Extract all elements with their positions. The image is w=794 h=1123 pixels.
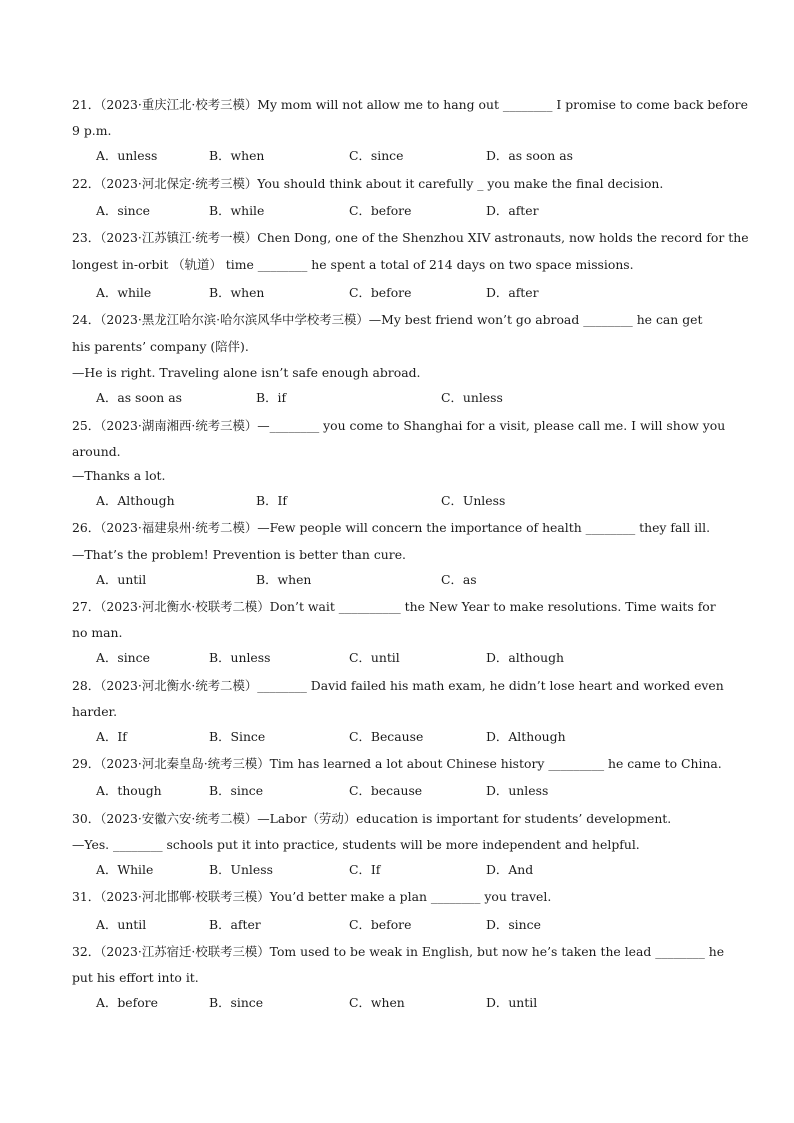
option-a: A．unless bbox=[96, 148, 158, 163]
question-stem: 23．（2023·江苏镇江·统考一模）Chen Dong, one of the Shenzhou XIV astronauts, now holds the record for the bbox=[72, 230, 749, 245]
option-a: A．while bbox=[96, 285, 152, 300]
option-d: D．unless bbox=[486, 783, 549, 798]
question-text-line: longest in-orbit （轨道） time ________ he spent a total of 214 days on two space missions. bbox=[72, 257, 634, 272]
option-b: B．Unless bbox=[209, 862, 273, 877]
option-b: B．if bbox=[256, 390, 287, 405]
option-d: D．Although bbox=[486, 729, 566, 744]
option-a: A．since bbox=[96, 203, 150, 218]
option-a: A．though bbox=[96, 783, 162, 798]
question-stem: 30．（2023·安徽六安·统考二模）—Labor（劳动）education is important for students’ development. bbox=[72, 811, 672, 826]
option-d: D．as soon as bbox=[486, 148, 573, 163]
option-b: B．while bbox=[209, 203, 265, 218]
option-b: B．since bbox=[209, 783, 264, 798]
option-b: B．when bbox=[209, 148, 265, 163]
question-text-line: put his effort into it. bbox=[72, 970, 199, 985]
option-c: C．when bbox=[349, 995, 405, 1010]
option-a: A．While bbox=[96, 862, 154, 877]
option-b: B．since bbox=[209, 995, 264, 1010]
question-stem: 29．（2023·河北秦皇岛·统考三模）Tim has learned a lot about Chinese history _________ he came to China. bbox=[72, 756, 722, 771]
option-c: C．until bbox=[349, 650, 400, 665]
option-b: B．unless bbox=[209, 650, 271, 665]
option-a: A．since bbox=[96, 650, 150, 665]
question-text-line: —Yes. ________ schools put it into practice, students will be more independent and helpful. bbox=[72, 837, 640, 852]
option-d: D．since bbox=[486, 917, 541, 932]
question-text-line: —He is right. Traveling alone isn’t safe enough abroad. bbox=[72, 365, 421, 380]
option-a: A．until bbox=[96, 917, 147, 932]
option-a: A．Although bbox=[96, 493, 175, 508]
question-text-line: harder. bbox=[72, 704, 118, 719]
option-b: B．when bbox=[256, 572, 312, 587]
question-text-line: —Thanks a lot. bbox=[72, 468, 166, 483]
question-stem: 22．（2023·河北保定·统考三模）You should think about it carefully _ you make the final decision. bbox=[72, 176, 664, 191]
option-a: A．until bbox=[96, 572, 147, 587]
question-stem: 25．（2023·湖南湘西·统考三模）—________ you come to Shanghai for a visit, please call me. I will show you bbox=[72, 418, 726, 433]
question-text-line: around. bbox=[72, 444, 121, 459]
option-c: C．because bbox=[349, 783, 423, 798]
option-c: C．before bbox=[349, 285, 412, 300]
option-c: C．before bbox=[349, 203, 412, 218]
option-d: D．until bbox=[486, 995, 538, 1010]
option-c: C．before bbox=[349, 917, 412, 932]
option-c: C．unless bbox=[441, 390, 503, 405]
option-d: D．And bbox=[486, 862, 534, 877]
question-stem: 26．（2023·福建泉州·统考二模）—Few people will concern the importance of health ________ they fall ill. bbox=[72, 520, 711, 535]
question-stem: 31．（2023·河北邯郸·校联考三模）You’d better make a plan ________ you travel. bbox=[72, 889, 552, 904]
question-stem: 24．（2023·黑龙江哈尔滨·哈尔滨风华中学校考三模）—My best friend won’t go abroad ________ he can get bbox=[72, 312, 703, 327]
option-a: A．before bbox=[96, 995, 158, 1010]
option-b: B．when bbox=[209, 285, 265, 300]
option-b: B．after bbox=[209, 917, 261, 932]
option-d: D．although bbox=[486, 650, 564, 665]
option-c: C．as bbox=[441, 572, 477, 587]
question-text-line: no man. bbox=[72, 625, 123, 640]
option-b: B．If bbox=[256, 493, 287, 508]
question-stem: 28．（2023·河北衡水·统考二模）________ David failed his math exam, he didn’t lose heart and worked even bbox=[72, 678, 724, 693]
option-b: B．Since bbox=[209, 729, 266, 744]
option-a: A．as soon as bbox=[96, 390, 182, 405]
option-c: C．Because bbox=[349, 729, 424, 744]
question-text-line: 9 p.m. bbox=[72, 123, 112, 138]
option-c: C．since bbox=[349, 148, 404, 163]
question-stem: 32．（2023·江苏宿迁·校联考三模）Tom used to be weak in English, but now he’s taken the lead ________ he bbox=[72, 944, 725, 959]
question-stem: 21．（2023·重庆江北·校考三模）My mom will not allow me to hang out ________ I promise to come back before bbox=[72, 97, 748, 112]
question-text-line: —That’s the problem! Prevention is better than cure. bbox=[72, 547, 406, 562]
question-text-line: his parents’ company (陪伴). bbox=[72, 339, 249, 354]
question-stem: 27．（2023·河北衡水·校联考二模）Don’t wait __________ the New Year to make resolutions. Time waits for bbox=[72, 599, 716, 614]
option-a: A．If bbox=[96, 729, 127, 744]
option-c: C．Unless bbox=[441, 493, 506, 508]
option-d: D．after bbox=[486, 203, 539, 218]
option-d: D．after bbox=[486, 285, 539, 300]
option-c: C．If bbox=[349, 862, 381, 877]
